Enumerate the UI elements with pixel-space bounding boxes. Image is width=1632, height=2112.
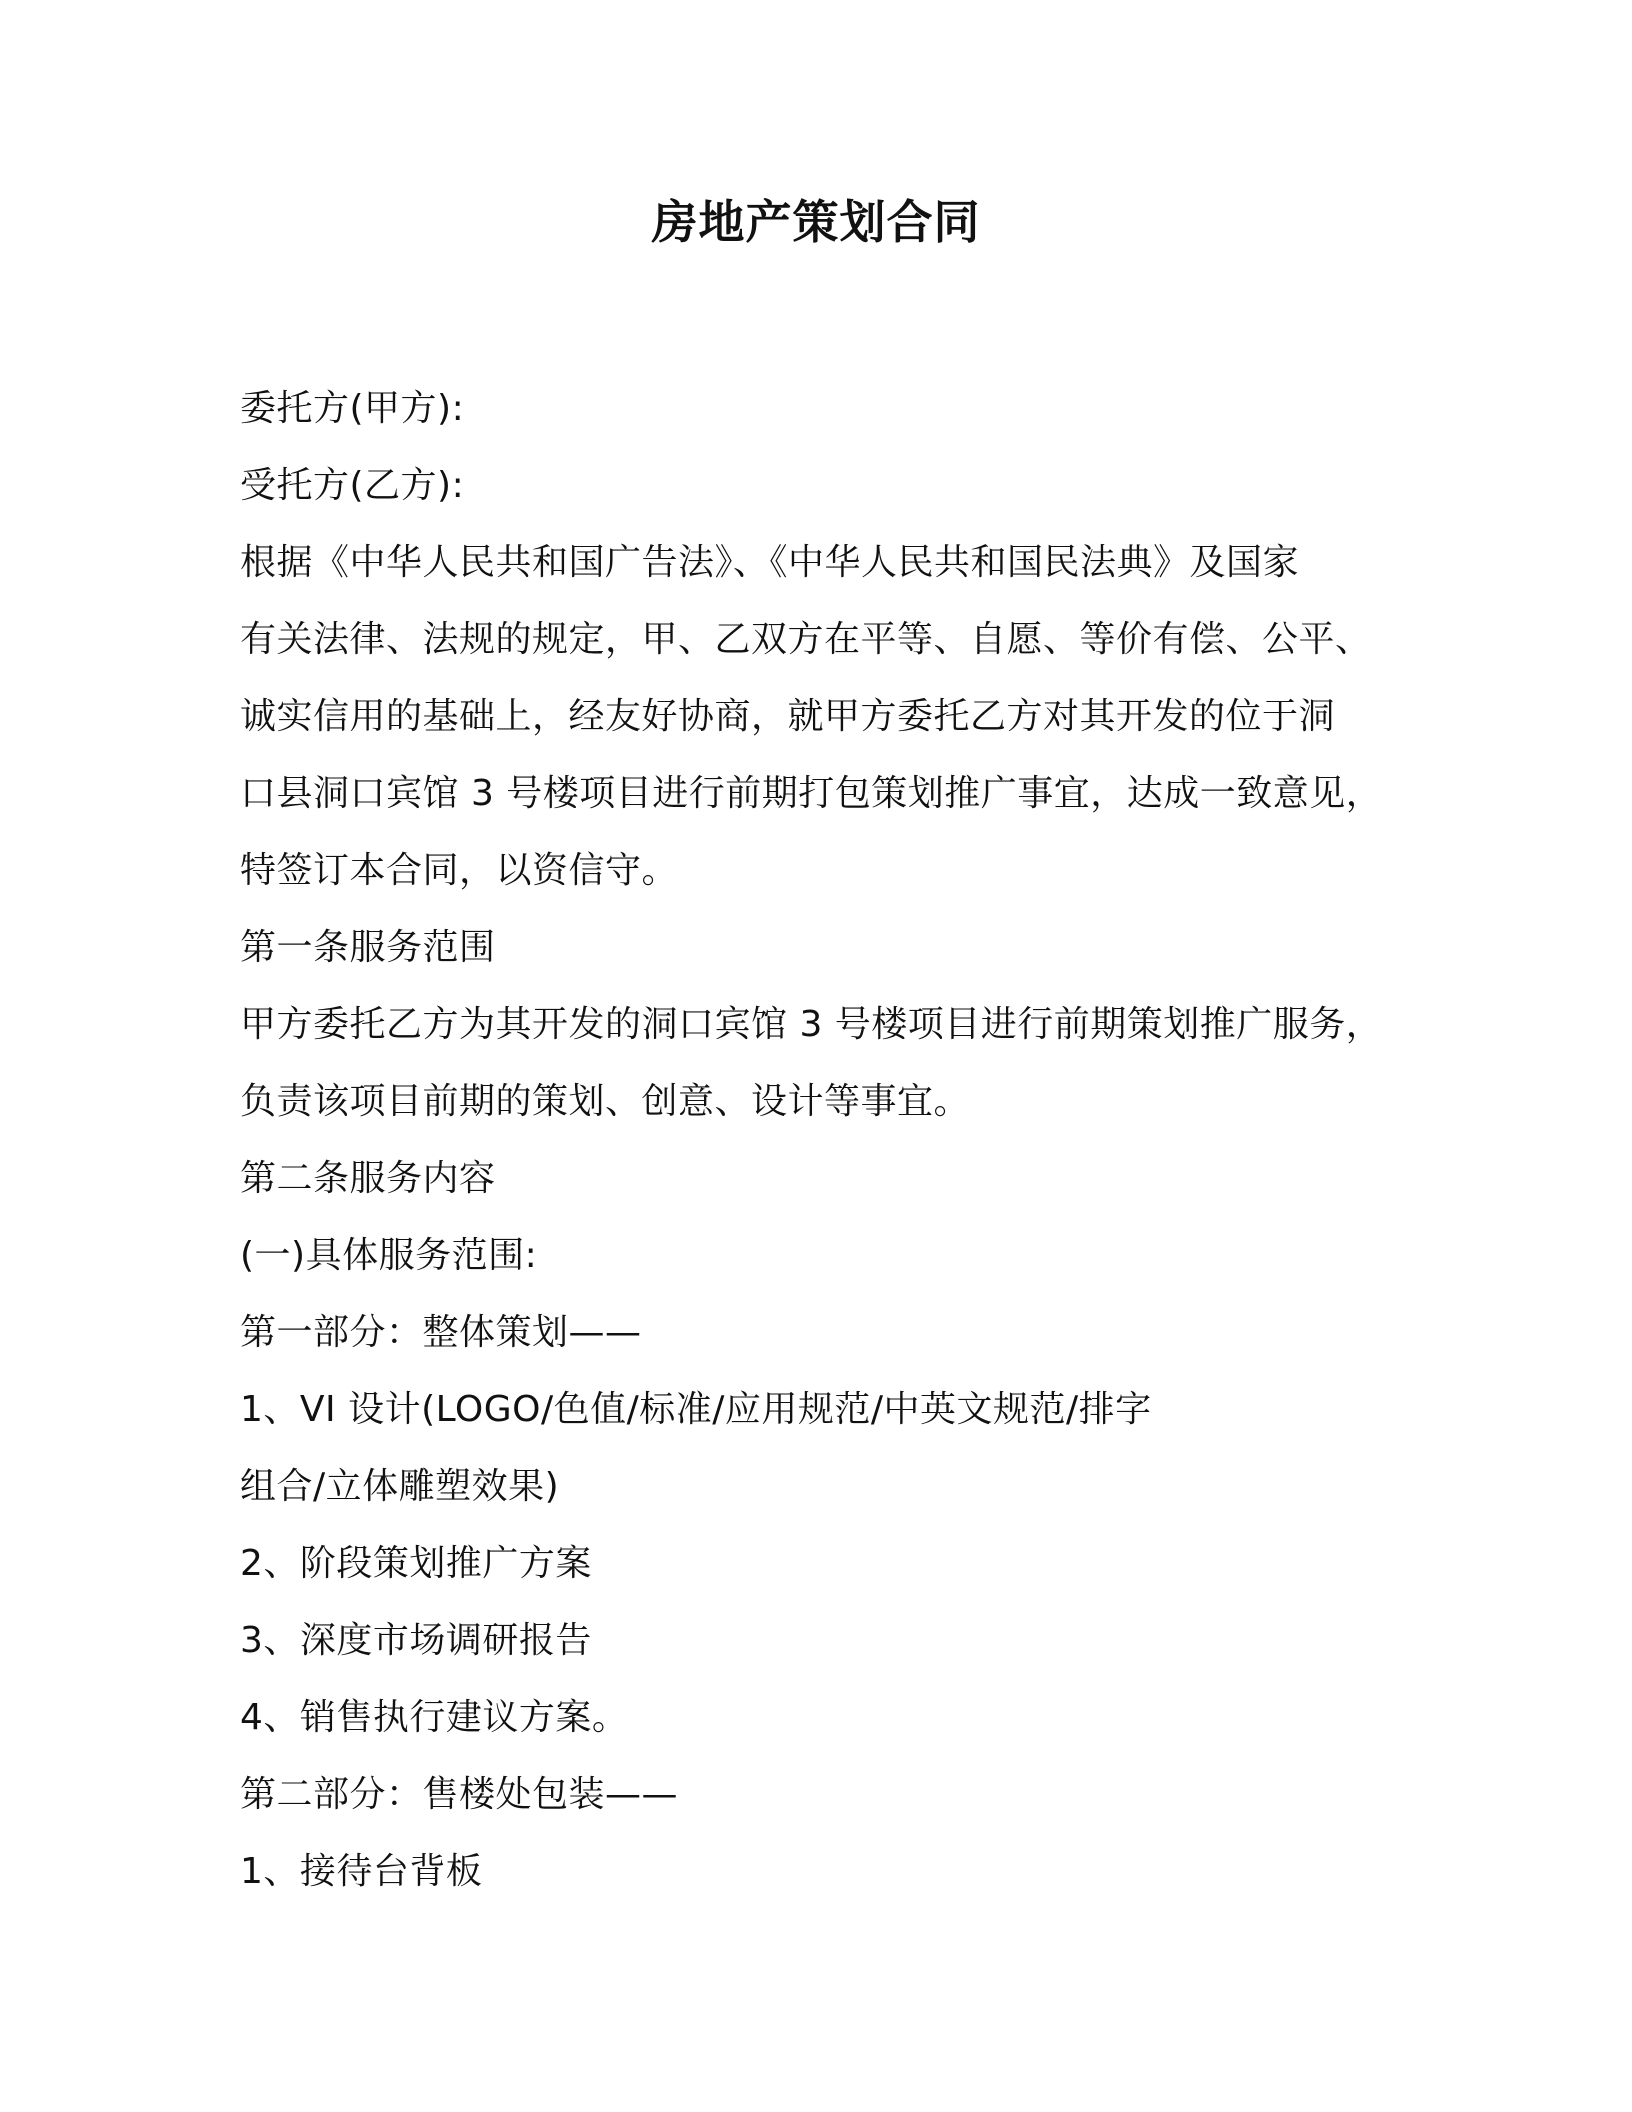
paragraph-line: 根据《中华人民共和国广告法》、《中华人民共和国民法典》及国家 (240, 542, 1300, 583)
paragraph-line: 甲方委托乙方为其开发的洞口宾馆 3 号楼项目进行前期策划推广服务， (240, 1004, 1383, 1045)
section-heading: 第二条服务内容 (240, 1158, 496, 1199)
party-a-line: 委托方(甲方): (240, 388, 465, 429)
document-title: 房地产策划合同 (651, 195, 981, 249)
paragraph-line: 有关法律、法规的规定，甲、乙双方在平等、自愿、等价有偿、公平、 (240, 619, 1372, 660)
document-body (240, 370, 1390, 1910)
subsection-heading: (一)具体服务范围: (240, 1235, 538, 1276)
list-item: 3、深度市场调研报告 (240, 1620, 592, 1661)
part-heading: 第一部分：整体策划—— (240, 1312, 642, 1353)
paragraph-line: 特签订本合同，以资信守。 (240, 850, 679, 891)
list-item: 1、VI 设计(LOGO/色值/标准/应用规范/中英文规范/排字 (240, 1389, 1152, 1430)
part-heading: 第二部分：售楼处包装—— (240, 1774, 679, 1815)
party-b-line: 受托方(乙方): (240, 465, 465, 506)
paragraph-line: 诚实信用的基础上，经友好协商，就甲方委托乙方对其开发的位于洞 (240, 696, 1336, 737)
list-item: 1、接待台背板 (240, 1851, 483, 1892)
list-item: 2、阶段策划推广方案 (240, 1543, 592, 1584)
list-item: 4、销售执行建议方案。 (240, 1697, 629, 1738)
section-heading: 第一条服务范围 (240, 927, 496, 968)
list-item-continuation: 组合/立体雕塑效果) (240, 1466, 560, 1507)
paragraph-line: 负责该项目前期的策划、创意、设计等事宜。 (240, 1081, 971, 1122)
paragraph-line: 口县洞口宾馆 3 号楼项目进行前期打包策划推广事宜，达成一致意见， (240, 773, 1383, 814)
